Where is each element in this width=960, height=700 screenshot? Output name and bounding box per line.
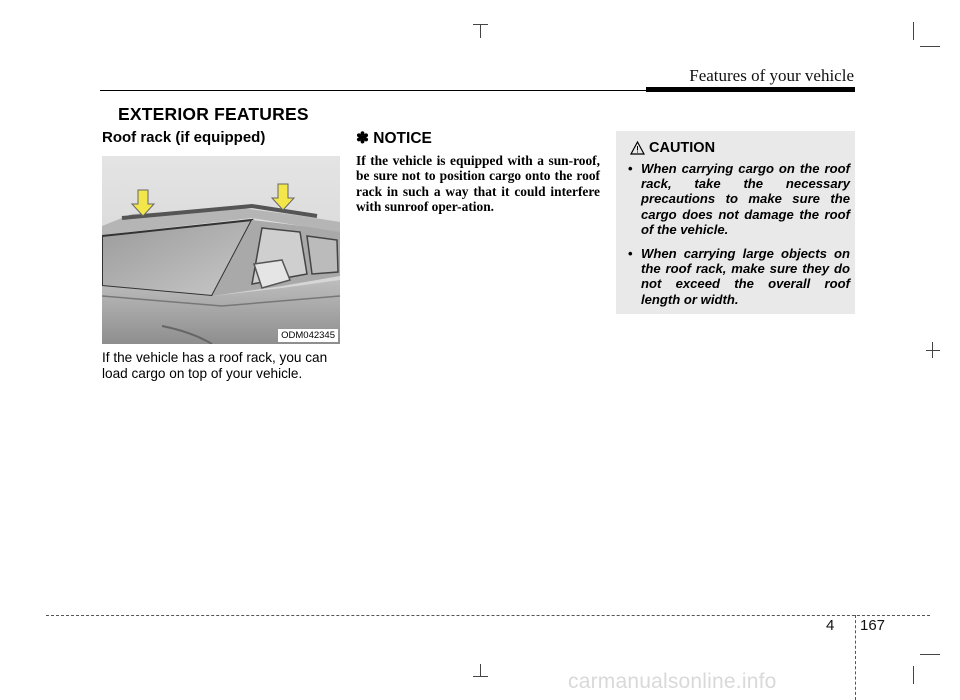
crop-mark-bottom-right-v xyxy=(913,666,914,684)
warning-triangle-icon xyxy=(630,141,645,155)
footer-rule xyxy=(46,615,930,616)
header-bar xyxy=(646,87,855,92)
crop-mark-right-center-v xyxy=(932,342,933,358)
caution-list xyxy=(628,161,850,316)
chapter-header-title: Features of your vehicle xyxy=(689,66,854,85)
roof-rack-body: If the vehicle has a roof rack, you can load cargo on top of your vehicle. xyxy=(102,350,328,381)
notice-title: ✽ NOTICE xyxy=(356,130,432,147)
car-roof-illustration xyxy=(102,156,340,344)
caution-item: • When carrying cargo on the roof rack, take the necessary precautions to make sure the cargo does not damage the roof of the vehicle. xyxy=(628,161,850,237)
crop-mark-top-center-v xyxy=(480,24,481,38)
crop-mark-bottom-center-v xyxy=(480,664,481,676)
caution-box xyxy=(616,131,855,314)
page-number: 167 xyxy=(860,617,886,634)
crop-mark-top-right-h xyxy=(920,46,940,47)
header-rule xyxy=(100,90,646,91)
crop-mark-bottom-center-h xyxy=(473,676,488,677)
crop-mark-right-center-h xyxy=(926,350,940,351)
notice-body: If the vehicle is equipped with a sun-roof, be sure not to position cargo onto the roof rack in such a way that it could interfere with sunroof oper-ation. xyxy=(356,153,600,214)
caution-title: CAUTION xyxy=(649,140,716,156)
caution-item: • When carrying large objects on the roof rack, make sure they do not exceed the overall roof length or width. xyxy=(628,246,850,307)
roof-rack-heading: Roof rack (if equipped) xyxy=(102,129,266,146)
watermark: carmanualsonline.info xyxy=(568,670,777,693)
crop-mark-top-center-h xyxy=(473,24,488,25)
figure-code: ODM042345 xyxy=(278,329,338,342)
caution-header xyxy=(630,140,715,156)
chapter-number: 4 xyxy=(826,617,835,634)
section-title: EXTERIOR FEATURES xyxy=(118,104,309,124)
crop-mark-top-right-v xyxy=(913,22,914,40)
footer-divider xyxy=(855,615,856,700)
crop-mark-bottom-right-h xyxy=(920,654,940,655)
roof-rack-figure xyxy=(102,156,340,344)
